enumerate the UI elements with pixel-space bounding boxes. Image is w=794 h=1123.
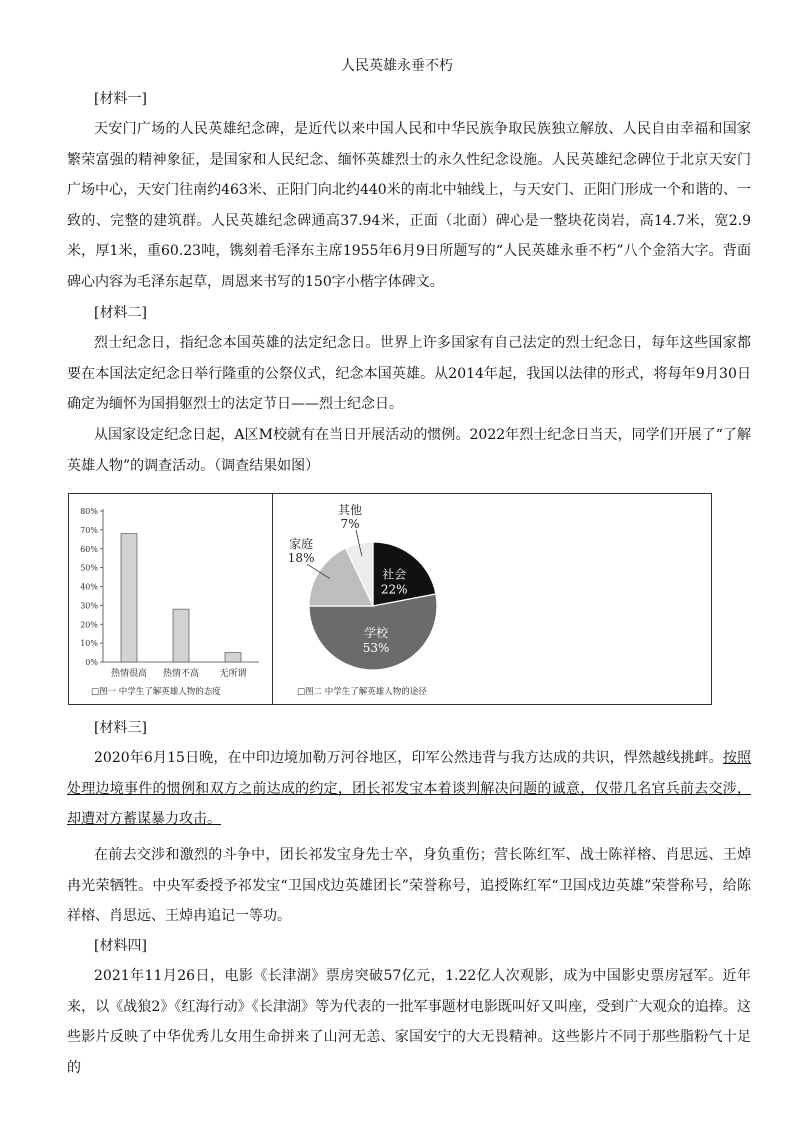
pie-slice-value: 53% [362,641,390,656]
bar [225,653,241,662]
bar-y-tick-label: 70% [80,525,98,535]
bar-y-tick-label: 50% [80,563,98,573]
survey-figure [68,493,712,705]
bar [121,534,137,662]
bar-y-tick-label: 0% [85,658,98,667]
pie-slice-name: 家庭 [289,537,314,552]
pie-slice-name: 社会 [382,567,407,582]
pie-slice-value: 22% [380,582,408,597]
material-1-label: [材料一] [94,91,147,107]
pie-slice-value: 7% [340,516,360,531]
pie-slice-name: 学校 [364,626,389,641]
bar-category-label: 热情很高 [110,669,148,679]
pie-slice-name: 其他 [337,502,362,517]
pie-slice-value: 18% [287,551,315,566]
material-3-underlined-text: 按照处理边境事件的惯例和双方之前达成的约定，团长祁发宝本着谈判解决问题的诚意，仅带几名官兵前去交涉，却遭对方蓄谋暴力攻击。 [67,750,751,827]
bar [173,609,189,662]
pie-chart [273,494,711,704]
bar-y-tick-label: 40% [80,582,98,592]
material-2-paragraph-2: 从国家设定纪念日起，A区M校就有在当日开展活动的惯例。2022年烈士纪念日当天，同学们开展了“了解英雄人物”的调查活动。（调查结果如图） [67,427,751,474]
bar-category-label: 热情不高 [162,669,200,679]
bar-y-tick-label: 80% [80,507,98,516]
material-3-paragraph-1 [67,743,751,835]
material-2-label: [材料二] [94,305,147,321]
bar-chart [69,494,272,704]
bar-y-tick-label: 60% [80,544,98,554]
material-3-plain-text: 2020年6月15日晚，在中印边境加勒万河谷地区，印军公然违背与我方达成的共识，悍然越线挑衅。 [94,750,723,766]
material-2-paragraph-1: 烈士纪念日，指纪念本国英雄的法定纪念日。世界上许多国家有自己法定的烈士纪念日，每年这些国家都要在本国法定纪念日举行隆重的公祭仪式，纪念本国英雄。从2014年起，我国以法律的形式，将每年9月30日确定为缅怀为国捐躯烈士的法定节日——烈士纪念日。 [67,335,751,412]
material-4-label: [材料四] [94,938,147,954]
material-1-paragraph: 天安门广场的人民英雄纪念碑，是近代以来中国人民和中华民族争取民族独立解放、人民自由幸福和国家繁荣富强的精神象征，是国家和人民纪念、缅怀英雄烈士的永久性纪念设施。人民英雄纪念碑位于北京天安门广场中心，天安门往南约463米、正阳门向北约440米的南北中轴线上，与天安门、正阳门形成一个和谐的、一致的、完整的建筑群。人民英雄纪念碑通高37.94米，正面（北面）碑心是一整块花岗岩，高14.7米，宽2.9米，厚1米，重60.23吨，镌刻着毛泽东主席1955年6月9日所题写的“人民英雄永垂不朽”八个金箔大字。背面碑心内容为毛泽东起草，周恩来书写的150字小楷字体碑文。 [67,121,751,290]
material-3-label: [材料三] [94,720,147,736]
pie-chart-title: □图二 中学生了解英雄人物的途径 [297,687,427,697]
page-title: 人民英雄永垂不朽 [341,58,453,74]
bar-y-tick-label: 10% [80,639,98,649]
bar-chart-title: □图一 中学生了解英雄人物的态度 [91,687,221,697]
material-3-paragraph-2: 在前去交涉和激烈的斗争中，团长祁发宝身先士卒，身负重伤；营长陈红军、战士陈祥榕、肖思远、王焯冉光荣牺牲。中央军委授予祁发宝“卫国戍边英雄团长”荣誉称号，追授陈红军“卫国戍边英雄”荣誉称号，给陈祥榕、肖思远、王焯冉追记一等功。 [67,847,751,924]
material-4-paragraph: 2021年11月26日，电影《长津湖》票房突破57亿元，1.22亿人次观影，成为中国影史票房冠军。近年来，以《战狼2》《红海行动》《长津湖》等为代表的一批军事题材电影既叫好又叫座，受到广大观众的追捧。这些影片反映了中华优秀儿女用生命拼来了山河无恙、家国安宁的大无畏精神。这些影片不同于那些脂粉气十足的 [67,968,751,1076]
bar-category-label: 无所谓 [219,669,247,679]
bar-y-tick-label: 20% [80,620,98,630]
bar-y-tick-label: 30% [80,601,98,611]
